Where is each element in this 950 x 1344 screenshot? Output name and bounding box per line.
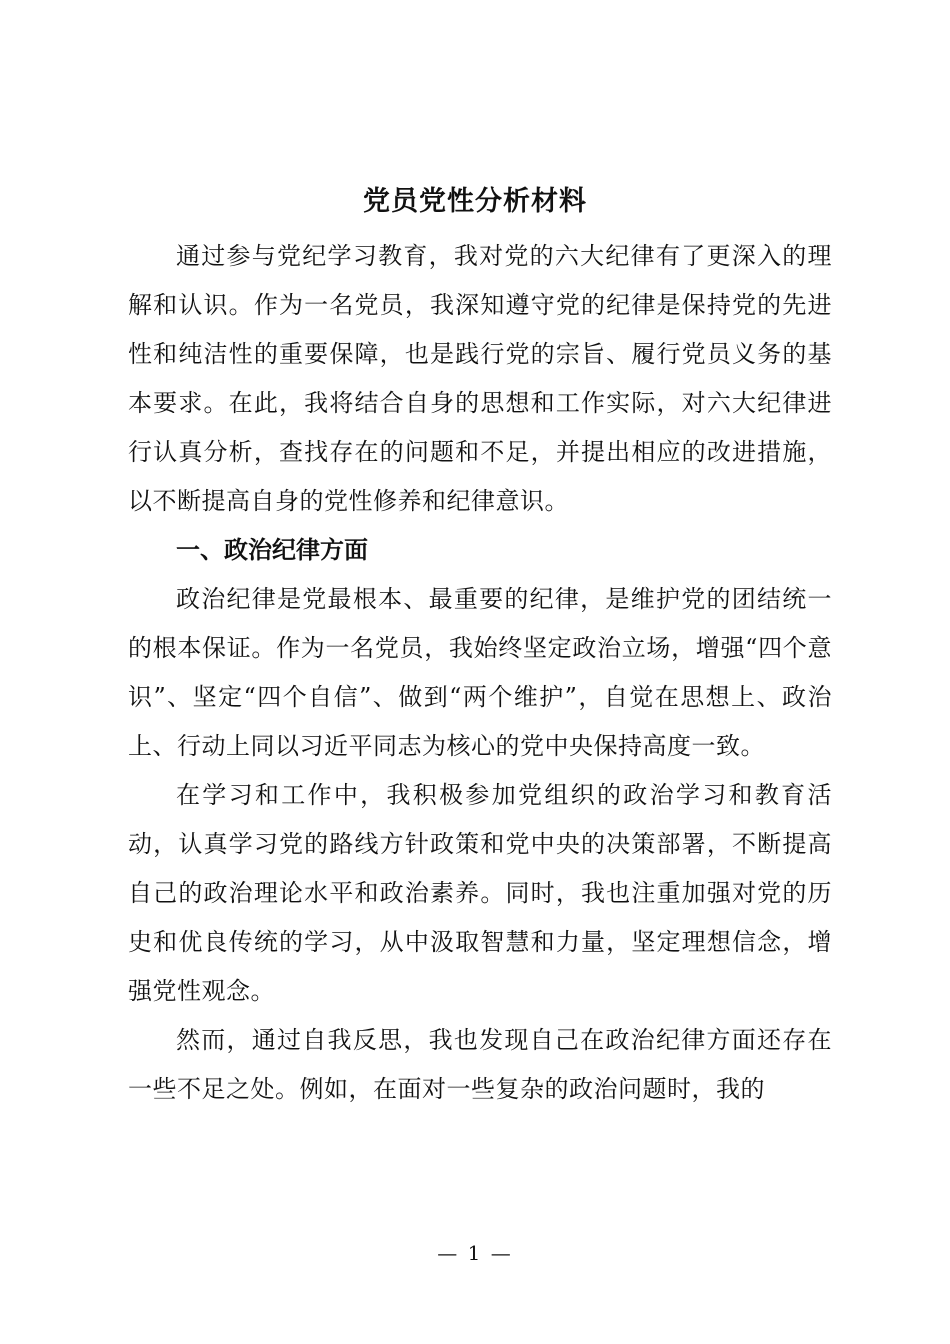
body-paragraph-3: 然而，通过自我反思，我也发现自己在政治纪律方面还存在一些不足之处。例如，在面对一些复杂的政治问题时，我的 (128, 1026, 832, 1103)
body-paragraph-1: 政治纪律是党最根本、最重要的纪律，是维护党的团结统一的根本保证。作为一名党员，我始终坚定政治立场，增强“四个意识”、坚定“四个自信”、做到“两个维护”，自觉在思想上、政治上、行动上同以习近平同志为核心的党中央保持高度一致。 (128, 585, 832, 760)
intro-paragraph: 通过参与党纪学习教育，我对党的六大纪律有了更深入的理解和认识。作为一名党员，我深知遵守党的纪律是保持党的先进性和纯洁性的重要保障，也是践行党的宗旨、履行党员义务的基本要求。在此，我将结合自身的思想和工作实际，对六大纪律进行认真分析，查找存在的问题和不足，并提出相应的改进措施，以不断提高自身的党性修养和纪律意识。 (128, 242, 832, 515)
section-heading: 一、政治纪律方面 (176, 536, 368, 564)
document-title: 党员党性分析材料 (363, 186, 587, 217)
document-body (128, 232, 832, 1114)
page-number: — 1 — (437, 1241, 513, 1265)
body-paragraph-2: 在学习和工作中，我积极参加党组织的政治学习和教育活动，认真学习党的路线方针政策和党中央的决策部署，不断提高自己的政治理论水平和政治素养。同时，我也注重加强对党的历史和优良传统的学习，从中汲取智慧和力量，坚定理想信念，增强党性观念。 (128, 781, 832, 1005)
